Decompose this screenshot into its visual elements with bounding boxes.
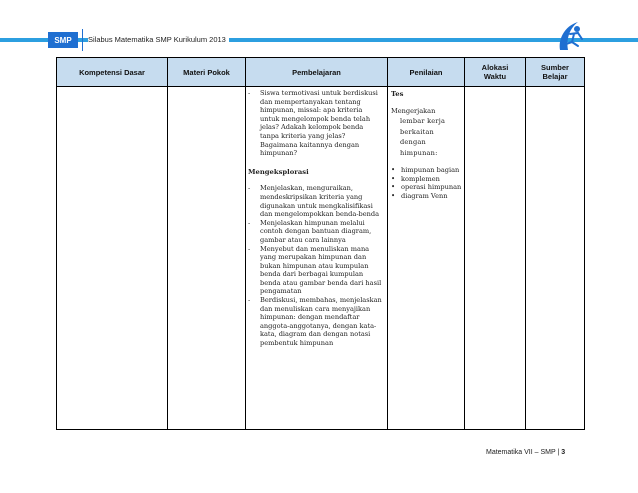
col-penilaian: Penilaian <box>388 58 465 87</box>
task-line: himpunan: <box>400 148 438 157</box>
col-materi-pokok: Materi Pokok <box>168 58 246 87</box>
cell-materi-pokok <box>168 87 246 430</box>
list-item: - Siswa termotivasi untuk berdiskusi dan mempertanyakan tentang himpunan, missal: apa kriteria untuk mengelompok benda telah jelas? Adakah kelompok benda tanpa kriteria yang jelas? Bagaimana kaitannya dengan himpunan? <box>248 89 378 158</box>
list-item: - Menyebut dan menuliskan mana yang merupakan himpunan dan bukan himpunan atau kumpulan benda dari berbagai kumpulan benda atau gambar benda dari hasil pengamatan <box>248 244 382 296</box>
cell-kompetensi-dasar <box>57 87 168 430</box>
col-sumber-belajar <box>526 58 585 87</box>
col-sumber-line1: Sumber <box>541 63 569 72</box>
list-item: • diagram Venn <box>391 191 448 200</box>
col-alokasi-line1: Alokasi <box>481 63 509 72</box>
col-alokasi-waktu <box>465 58 526 87</box>
cell-sumber-belajar <box>526 87 585 430</box>
syllabus-table <box>56 57 585 430</box>
header-separator <box>82 29 83 51</box>
cell-alokasi-waktu <box>465 87 526 430</box>
penilaian-bullet-list <box>388 166 464 200</box>
col-pembelajaran: Pembelajaran <box>246 58 388 87</box>
task-line: berkaitan <box>400 127 434 136</box>
pembelajaran-intro-list <box>246 89 387 158</box>
col-kompetensi-dasar: Kompetensi Dasar <box>57 58 168 87</box>
header-tag: SMP <box>48 32 78 48</box>
penilaian-task <box>391 106 464 159</box>
col-sumber-line2: Belajar <box>542 72 568 81</box>
running-figure-logo-icon <box>556 20 586 52</box>
pembelajaran-explore-list <box>246 184 387 347</box>
page-number: 3 <box>561 449 566 456</box>
list-item: • komplemen <box>391 174 440 183</box>
task-line: lembar kerja <box>400 117 446 126</box>
table-row <box>57 87 585 430</box>
page-header <box>0 0 638 58</box>
penilaian-title: Tes <box>391 90 404 98</box>
task-line: Mengerjakan <box>391 106 436 115</box>
table-header-row <box>57 58 585 87</box>
header-title: Silabus Matematika SMP Kurikulum 2013 <box>88 35 229 45</box>
task-line: dengan <box>400 138 426 147</box>
footer-text: Matematika VII – SMP | <box>486 449 560 456</box>
list-item: • himpunan bagian <box>391 166 460 175</box>
cell-penilaian <box>388 87 465 430</box>
col-alokasi-line2: Waktu <box>483 72 507 81</box>
page-footer <box>486 449 565 461</box>
section-title: Mengeksplorasi <box>248 167 309 176</box>
list-item: - Menjelaskan himpunan melalui contoh dengan bantuan diagram, gambar atau cara lainnya <box>248 218 372 244</box>
list-item: - Berdiskusi, membahas, menjelaskan dan menuliskan cara menyajikan himpunan: dengan mendaftar anggota-anggotanya, dengan kata-kata, diagram dan dengan notasi pembentuk himpunan <box>248 296 382 348</box>
list-item: • operasi himpunan <box>391 183 462 192</box>
list-item: - Menjelaskan, menguraikan, mendeskripsikan kriteria yang digunakan untuk mengkalisifikasi dan mengelompokkan benda-benda <box>248 184 380 219</box>
cell-pembelajaran <box>246 87 388 430</box>
